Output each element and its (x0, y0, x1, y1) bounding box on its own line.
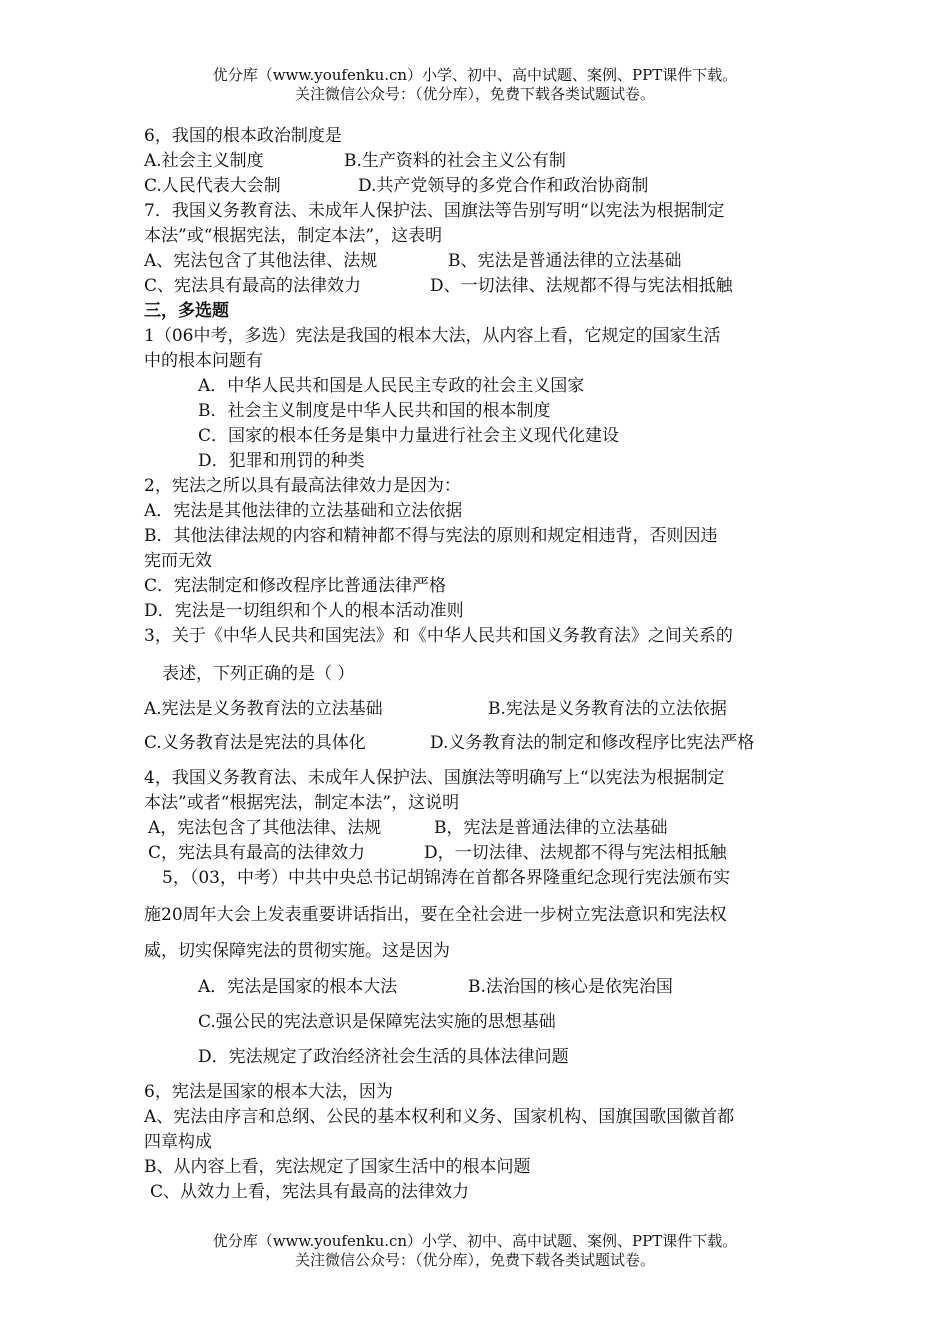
m3-option-a: A.宪法是义务教育法的立法基础 (144, 699, 383, 719)
m2-option-a: A．宪法是其他法律的立法基础和立法依据 (144, 501, 463, 521)
m4-option-a: A，宪法包含了其他法律、法规 (148, 818, 382, 838)
m1-option-b: B．社会主义制度是中华人民共和国的根本制度 (198, 401, 551, 421)
m4-option-c: C，宪法具有最高的法律效力 (148, 843, 366, 863)
m6-option-a-2: 四章构成 (144, 1132, 212, 1152)
m6-option-a-1: A、宪法由序言和总纲、公民的基本权利和义务、国家机构、国旗国歌国徽首都 (144, 1107, 735, 1127)
m5-stem-2: 施20周年大会上发表重要讲话指出，要在全社会进一步树立宪法意识和宪法权 (144, 905, 727, 925)
m1-stem-1: 1（06中考，多选）宪法是我国的根本大法，从内容上看，它规定的国家生活 (144, 326, 721, 346)
m4-options-cd (148, 841, 727, 865)
m5-option-d: D．宪法规定了政治经济社会生活的具体法律问题 (198, 1047, 569, 1067)
m6-option-c: C、从效力上看，宪法具有最高的法律效力 (150, 1182, 470, 1202)
m1-option-d: D．犯罪和刑罚的种类 (198, 451, 365, 471)
q6-option-c: C.人民代表大会制 (144, 176, 281, 196)
m4-stem-1: 4，我国义务教育法、未成年人保护法、国旗法等明确写上“以宪法为根据制定 (144, 768, 725, 788)
m4-options-ab (148, 816, 668, 840)
q6-stem: 6，我国的根本政治制度是 (144, 126, 342, 146)
m2-option-b-1: B．其他法律法规的内容和精神都不得与宪法的原则和规定相违背，否则因违 (144, 526, 718, 546)
q7-stem-1: 7．我国义务教育法、未成年人保护法、国旗法等告别写明“以宪法为根据制定 (144, 201, 725, 221)
q6-option-d: D.共产党领导的多党合作和政治协商制 (358, 176, 649, 196)
m5-option-a: A．宪法是国家的根本大法 (198, 977, 398, 997)
q7-options-ab (144, 249, 682, 273)
q6-options-cd (144, 174, 648, 198)
page-footer (0, 1232, 950, 1270)
m2-option-d: D．宪法是一切组织和个人的根本活动准则 (144, 601, 464, 621)
q7-option-a: A、宪法包含了其他法律、法规 (144, 251, 378, 271)
m3-option-b: B.宪法是义务教育法的立法依据 (488, 699, 727, 719)
m5-stem-1: 5，（03，中考）中共中央总书记胡锦涛在首都各界隆重纪念现行宪法颁布实 (162, 868, 730, 888)
m4-stem-2: 本法”或者“根据宪法，制定本法”，这说明 (144, 793, 460, 813)
m3-options-ab (144, 697, 727, 721)
m2-stem: 2，宪法之所以具有最高法律效力是因为： (144, 476, 461, 496)
m5-option-c: C.强公民的宪法意识是保障宪法实施的思想基础 (198, 1012, 556, 1032)
m6-stem: 6，宪法是国家的根本大法，因为 (144, 1082, 393, 1102)
q7-option-d: D、一切法律、法规都不得与宪法相抵触 (430, 276, 733, 296)
m3-options-cd (144, 731, 754, 755)
m5-options-ab (198, 975, 673, 999)
m1-option-a: A．中华人民共和国是人民民主专政的社会主义国家 (198, 376, 585, 396)
header-line-1: 优分库（www.youfenku.cn）小学、初中、高中试题、案例、PPT课件下载。 (212, 66, 738, 84)
q7-stem-2: 本法”或“根据宪法，制定本法”，这表明 (144, 226, 443, 246)
m3-option-d: D.义务教育法的制定和修改程序比宪法严格 (430, 733, 755, 753)
q6-options-ab (144, 149, 566, 173)
m5-option-b: B.法治国的核心是依宪治国 (468, 977, 673, 997)
q6-option-a: A.社会主义制度 (144, 151, 264, 171)
m3-stem-2: 表述，下列正确的是（ ） (162, 664, 355, 684)
q7-option-c: C、宪法具有最高的法律效力 (144, 276, 362, 296)
m1-option-c: C．国家的根本任务是集中力量进行社会主义现代化建设 (198, 426, 620, 446)
footer-line-2: 关注微信公众号：（优分库），免费下载各类试题试卷。 (294, 1251, 655, 1269)
page-header (0, 66, 950, 104)
m5-stem-3: 威，切实保障宪法的贯彻实施。这是因为 (144, 941, 450, 961)
m6-option-b: B、从内容上看，宪法规定了国家生活中的根本问题 (144, 1157, 531, 1177)
section-title-multiple-choice: 三，多选题 (144, 301, 229, 321)
q6-option-b: B.生产资料的社会主义公有制 (344, 151, 566, 171)
m4-option-b: B，宪法是普通法律的立法基础 (434, 818, 668, 838)
m2-option-b-2: 宪而无效 (144, 551, 212, 571)
m4-option-d: D，一切法律、法规都不得与宪法相抵触 (424, 843, 727, 863)
m2-option-c: C．宪法制定和修改程序比普通法律严格 (144, 576, 447, 596)
m3-option-c: C.义务教育法是宪法的具体化 (144, 733, 366, 753)
m1-stem-2: 中的根本问题有 (144, 351, 263, 371)
footer-line-1: 优分库（www.youfenku.cn）小学、初中、高中试题、案例、PPT课件下载。 (212, 1232, 738, 1250)
q7-options-cd (144, 274, 733, 298)
m3-stem-1: 3，关于《中华人民共和国宪法》和《中华人民共和国义务教育法》之间关系的 (144, 626, 733, 646)
q7-option-b: B、宪法是普通法律的立法基础 (448, 251, 682, 271)
header-line-2: 关注微信公众号：（优分库），免费下载各类试题试卷。 (294, 85, 655, 103)
